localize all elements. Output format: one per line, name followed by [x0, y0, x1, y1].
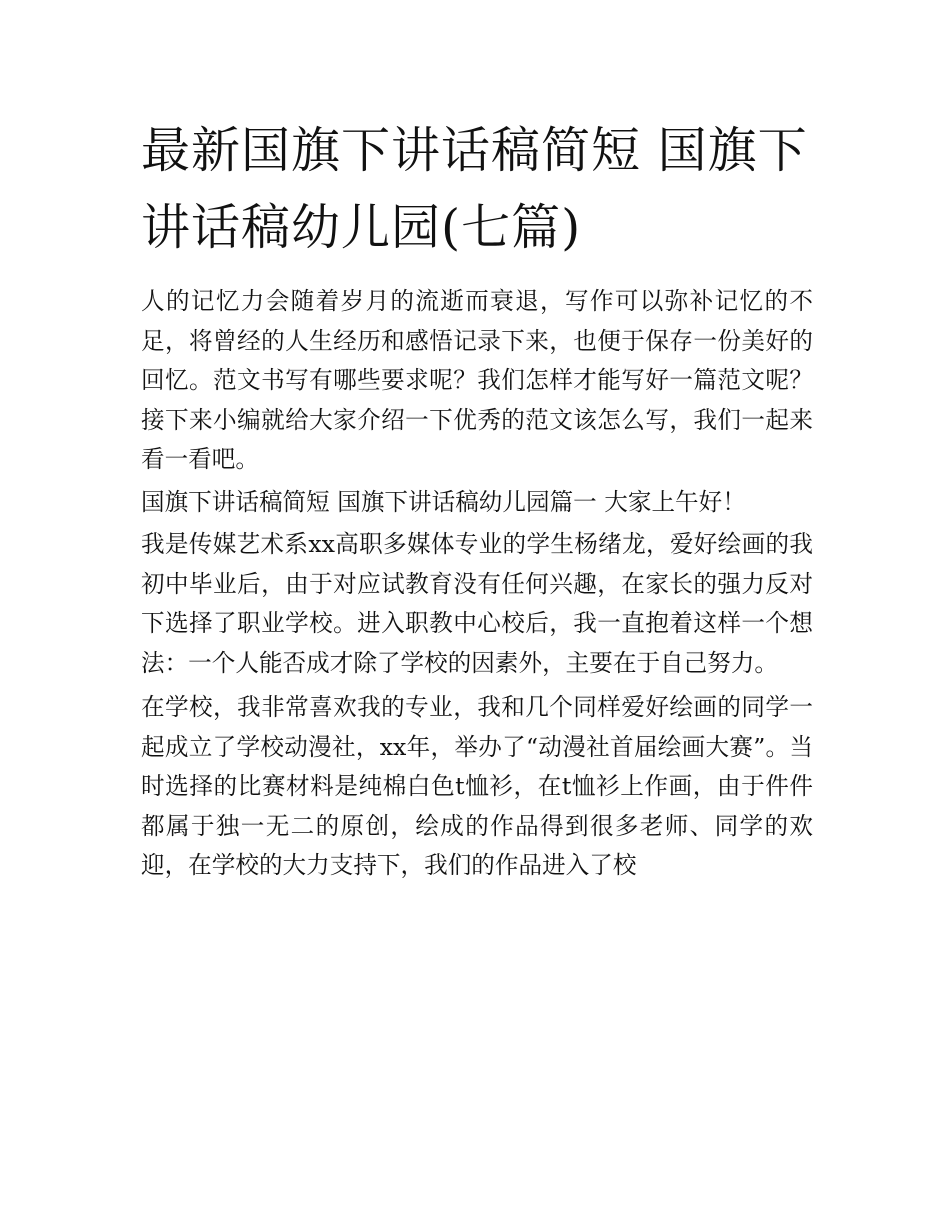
- body-paragraph: 在学校，我非常喜欢我的专业，我和几个同样爱好绘画的同学一起成立了学校动漫社，xx年，举办了“动漫社首届绘画大赛”。当时选择的比赛材料是纯棉白色t恤衫，在t恤衫上作画，由于件件都属于独一无二的原创，绘成的作品得到很多老师、同学的欢迎，在学校的大力支持下，我们的作品进入了校: [141, 693, 813, 879]
- section-heading-paragraph: 国旗下讲话稿简短 国旗下讲话稿幼儿园篇一 大家上午好！: [141, 487, 746, 516]
- document-body: [141, 112, 813, 886]
- body-paragraph: 我是传媒艺术系xx高职多媒体专业的学生杨绪龙，爱好绘画的我初中毕业后，由于对应试教育没有任何兴趣，在家长的强力反对下选择了职业学校。进入职教中心校后，我一直抱着这样一个想法：一个人能否成才除了学校的因素外，主要在于自己努力。: [141, 530, 813, 677]
- document-title: 最新国旗下讲话稿简短 国旗下讲话稿幼儿园(七篇): [141, 122, 808, 256]
- intro-paragraph: 人的记忆力会随着岁月的流逝而衰退，写作可以弥补记忆的不足，将曾经的人生经历和感悟记录下来，也便于保存一份美好的回忆。范文书写有哪些要求呢？我们怎样才能写好一篇范文呢？接下来小编就给大家介绍一下优秀的范文该怎么写，我们一起来看一看吧。: [141, 287, 813, 473]
